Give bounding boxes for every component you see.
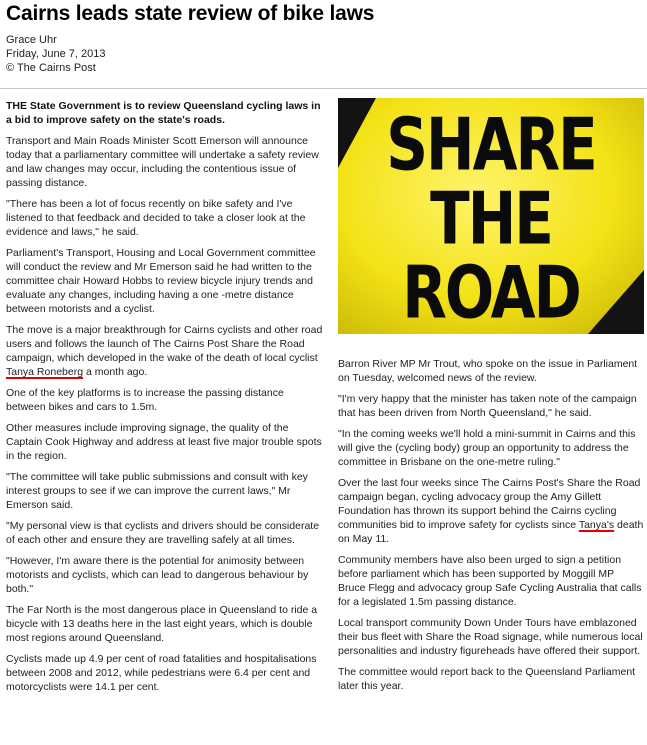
paragraph xyxy=(338,476,644,546)
paragraph-text: death on May 11. xyxy=(338,519,644,545)
publish-date: Friday, June 7, 2013 xyxy=(6,48,106,60)
paragraph: The Far North is the most dangerous place in Queensland to ride a bicycle with 13 deaths here in the last eight years, which is double most regions around Queensland. xyxy=(6,604,318,644)
paragraph: "The committee will take public submissions and consult with key interest groups to see if we can improve the current laws," Mr Emerson said. xyxy=(6,471,308,511)
paragraph-text: a month ago. xyxy=(83,366,148,378)
paragraph: "There has been a lot of focus recently on bike safety and I've listened to that feedback and decided to take a closer look at the evidence and laws," he said. xyxy=(6,198,306,238)
underlined-name-tanya-roneberg: Tanya Roneberg xyxy=(6,366,84,378)
paragraph: Community members have also been urged to sign a petition before parliament which has been supported by Moggill MP Bruce Flegg and advocacy group Safe Cycling Australia that calls for a legislated 1.5m passing distance. xyxy=(338,554,642,608)
paragraph: Local transport community Down Under Tours have emblazoned their bus fleet with Share the Road signage, while numerous local personalities and industry figureheads have offered their support. xyxy=(338,617,643,657)
paragraph-text: The move is a major breakthrough for Cairns cyclists and other road users and follows the launch of The Cairns Post Share the Road campaign, which developed in the wake of the death of local cyclist xyxy=(6,324,323,364)
paragraph: One of the key platforms is to increase the passing distance between bikes and cars to 1.5m. xyxy=(6,387,284,413)
paragraph: Transport and Main Roads Minister Scott Emerson will announce today that a parliamentary committee will undertake a safety review and law changes may occur, including the contentious issue of passing distance. xyxy=(6,135,319,189)
paragraph: "My personal view is that cyclists and drivers should be considerate of each other and ensure they are travelling safely at all times. xyxy=(6,520,320,546)
paragraph: "I'm very happy that the minister has taken note of the campaign that has been driven from North Queensland," he said. xyxy=(338,393,637,419)
paragraph: Other measures include improving signage, the quality of the Captain Cook Highway and address at least five major trouble spots in the region. xyxy=(6,422,322,462)
paragraph xyxy=(6,323,324,379)
paragraph: "However, I'm aware there is the potential for animosity between motorists and cyclists, which can lead to dangerous behaviour by both." xyxy=(6,555,309,595)
right-column xyxy=(338,357,644,700)
headline: Cairns leads state review of bike laws xyxy=(6,2,375,25)
author: Grace Uhr xyxy=(6,34,57,46)
sign-text-the: THE xyxy=(430,176,552,261)
share-the-road-sign-image xyxy=(338,98,644,334)
paragraph: The committee would report back to the Queensland Parliament later this year. xyxy=(338,666,636,692)
paragraph: Parliament's Transport, Housing and Local Government committee will conduct the review and Mr Emerson said he had written to the committee chair Howard Hobbs to review bicycle injury trends and evaluate any changes, including having a one -metre distance between motorists and a cyclist. xyxy=(6,247,316,315)
header-divider xyxy=(0,88,647,89)
paragraph: Cyclists made up 4.9 per cent of road fatalities and hospitalisations between 2008 and 2012, while pedestrians were 6.4 per cent and motorcyclists were 14.1 per cent. xyxy=(6,653,317,693)
underlined-name-tanyas: Tanya's xyxy=(578,519,615,531)
left-column xyxy=(6,99,324,701)
paragraph: Barron River MP Mr Trout, who spoke on the issue in Parliament on Tuesday, welcomed news of the review. xyxy=(338,358,638,384)
lead-paragraph: THE State Government is to review Queensland cycling laws in a bid to improve safety on the state's roads. xyxy=(6,100,321,126)
sign-text-share: SHARE xyxy=(386,102,596,187)
paragraph: "In the coming weeks we'll hold a mini-summit in Cairns and this will give the (cycling body) group an opportunity to address the committee in Brisbane on the one-metre ruling." xyxy=(338,428,636,468)
source-credit: © The Cairns Post xyxy=(6,62,96,74)
sign-text-road: ROAD xyxy=(402,250,580,334)
paragraph-text: Over the last four weeks since The Cairns Post's Share the Road campaign began, cycling advocacy group the Amy Gillett Foundation has thrown its support behind the Cairns cycling communities bid to improve safety for cyclists since xyxy=(338,477,641,531)
